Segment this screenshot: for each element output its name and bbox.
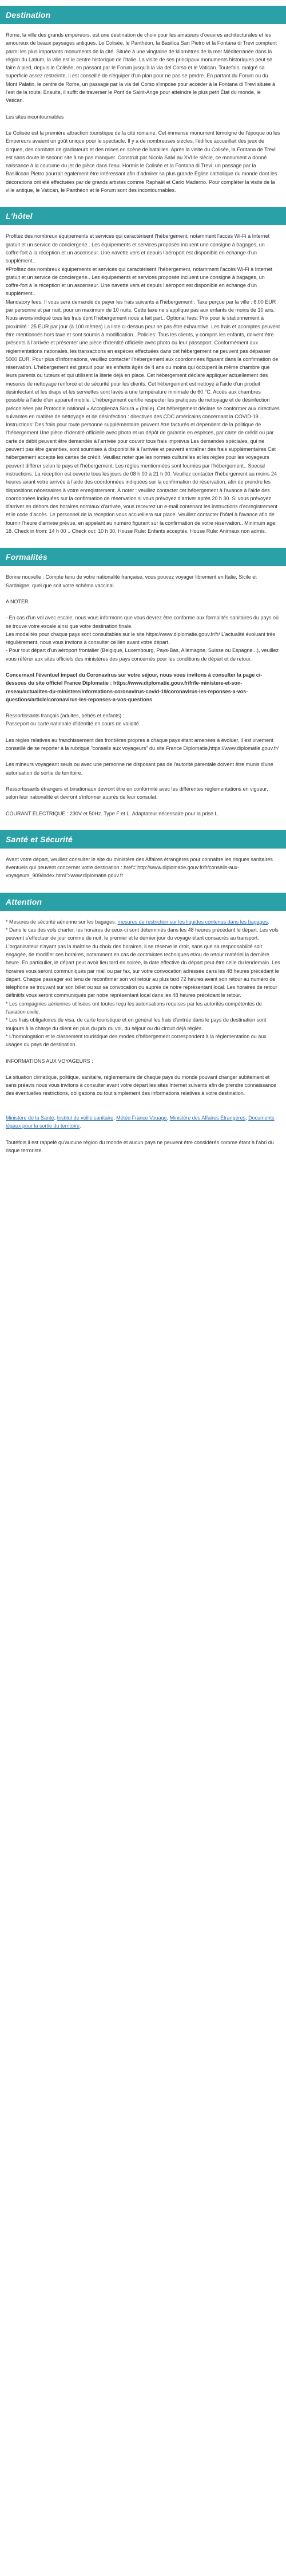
section-banner — [0, 6, 286, 24]
attention-info-heading: INFORMATIONS AUX VOYAGEURS : — [6, 1058, 93, 1064]
formalites-electric: COURANT ELECTRIQUE : 230V et 50Hz. Type F et L. Adaptateur nécessaire pour la prise L. — [6, 810, 219, 816]
attention-info-text: La situation climatique, politique, sanitaire, réglementaire de chaque pays du monde pouvant changer subitement et sans préavis nous vous invitons à consulter avant votre départ les sites Internet suivants afin de prendre connaissance des éventuelles restrictions, obligations ou tout simplement des informations relatives à votre destination. — [6, 1074, 276, 1097]
section-formalites — [0, 548, 286, 818]
section-title: Formalités — [6, 552, 47, 562]
liquids-restriction-link[interactable]: mesures de restriction sur les liquides contenus dans les bagages — [117, 918, 268, 925]
attention-text-pre: * Mesures de sécurité aérienne sur les bagages: — [6, 918, 118, 925]
section-title: L'hôtel — [6, 211, 33, 221]
section-banner — [0, 207, 286, 225]
formalites-foreigners: Ressortissants étrangers et binationaux devront être en conformité avec les différentes réglementations en vigueur, selon leur nationalité et devront s'informer auprès de leur consulat. — [6, 786, 268, 800]
formalites-good-news: Bonne nouvelle : Compte tenu de votre nationalité française, vous pouvez voyager librement en Italie, Sicile et Sardaigne, quel que soit votre schéma vaccinal. — [6, 574, 257, 588]
formalites-minors: Les mineurs voyageant seuls ou avec une personne ne disposant pas de l'autorité parentale doivent être munis d'une autorisation de sortie de territoire. — [6, 761, 273, 776]
formalites-border-rules: Les règles relatives au franchissement des frontières propres à chaque pays étant amenées à évoluer, il est vivement conseillé de se reporter à la rubrique "conseils aux voyageurs" du site France Diplomatie,https://www.diplomatie.gouv.fr/ — [6, 737, 279, 752]
attention-links: Ministère de la Santé, Institut de veille sanitaire, Météo France Vouage, Ministère des Affaires Étrangères, Documents légaux pour la sortie du territoire. — [6, 1114, 275, 1129]
attention-text-post: . * Dans le cas des vols charter, les horaires de ceux-ci sont déterminés dans les 48 heures précédant le départ. Les vols peuvent s'effectuer de jour comme de nuit, le premier et le dernier jour du voyage étant consacrés au transport. L'organisateur n'ayant pas la maîtrise du choix des horaires, il se réserve le droit, sans que sa responsabilité soit engagée, de modifier ces horaires, notamment en cas de contraintes techniques et/ou de retour matériel la dernière heure. En particulier, le départ peut avoir lieu tard en soirée, la date effective du départ peut être celle du lendemain. Les horaires vous seront communiqués par mail ou par fax, sur votre convocation adressée dans les 48 heures précédant le départ. Chaque passager est tenu de reconfirmer son vol retour au plus tard 72 heures avant son retour au numéro de téléphone se trouvant sur son billet ou sur sa convocation ou auprès de notre représentant local. Les horaires de retour définitifs vous seront communiqués par notre représentant local dans les 48 heures précédant le retour. * Les compagnies aériennes utilisées ont toutes reçu les autorisations requises par les autorités compétentes de l'aviation civile. * Les frais obligatoires de visa, de carte touristique et en général les frais d'entrée dans le pays de destination sont toujours à la charge du client en plus du prix du vol, du séjour ou du circuit déjà réglés. * L'homologation et le classement touristique des modes d'hébergement correspondent à la réglementation ou aux usages du pays de destination. — [6, 918, 280, 1048]
destination-subheading: Les sites incontournables — [6, 113, 64, 120]
attention-terror-note: Toutefois il est rappelé qu'aucune région du monde et aucun pays ne peuvent être considérés comme étant à l'abri du risque terroriste. — [6, 1139, 274, 1153]
section-banner — [0, 893, 286, 911]
section-hotel — [0, 207, 286, 535]
hotel-description: Profitez des nombreux équipements et services qui caractérisent l'hébergement, notamment l'accès Wi-Fi à Internet gratuit et un service de conciergerie.. Les équipements et services proposés incluent une consigne à bagages, un coffre-fort à la réception et un ascenseur. Une navette vers et depuis l'aéroport est disponible en échange d'un supplément.. #Profitez des nombreux équipements et services qui caractérisent l'hébergement, notamment l'accès Wi-Fi à Internet gratuit et un service de conciergerie.. Les équipements et services proposés incluent une consigne à bagages, un coffre-fort à la réception et un ascenseur. Une navette vers et depuis l'aéroport est disponible en échange d'un supplément.. Mandatory fees: Il vous sera demandé de payer les frais suivants à l'hébergement : Taxe perçue par la ville : 6.00 EUR par personne et par nuit, pour un maximum de 10 nuits. Cette taxe ne s'applique pas aux enfants de moins de 10 ans. Nous avons indiqué tous les frais dont l'hébergement nous a fait part.. Optional fees: Prix pour le stationnement à proximité : 25 EUR par jour (à 100 mètres) La liste ci-dessus peut ne pas être exhaustive. Les frais et acomptes peuvent être mentionnés hors taxe et sont soumis à modification.. Policies: Tous les clients, y compris les enfants, doivent être présents à l'arrivée et présenter une pièce d'identité officielle avec photo ou leur passeport. Conformément aux réglementations nationales, les transactions en espèces effectuées dans cet hébergement ne peuvent pas dépasser 5000 EUR. Pour plus d'informations, veuillez contacter l'hébergement aux coordonnées figurant dans la confirmation de réservation. L'hébergement est gratuit pour les enfants âgés de 4 ans ou moins qui occupent la même chambre que leurs parents ou tuteurs et qui utilisent la literie déjà en place. Cet hébergement déclare appliquer actuellement des mesures de nettoyage renforcé et de sécurité pour les clients. Cet hébergement est nettoyé à l'aide d'un produit désinfectant et les draps et les serviettes sont lavés à une température minimale de 60 °C. Accès aux chambres possible à l'aide d'un appareil mobile. L'hébergement certifie respecter les pratiques de nettoyage et de désinfection préconisées par Protocole national « Accoglienza Sicura » (Italie). Cet hébergement déclare se conformer aux directives suivantes en matière de nettoyage et de désinfection : directives des CDC américains concernant la COVID-19 .. Instructions: Des frais pour toute personne supplémentaire peuvent être facturés et dépendent de la politique de l'hébergement Une pièce d'identité officielle avec photo et un dépôt de garantie en espèces, par carte de crédit ou par carte de débit peuvent être demandés à l'arrivée pour couvrir tous frais imprévus Les demandes spéciales, qui ne peuvent pas être garanties, sont soumises à disponibilité à l'arrivée et peuvent entraîner des frais supplémentaires Cet hébergement accepte les cartes de crédit. Veuillez noter que les normes culturelles et les règles pour les voyageurs peuvent différer selon le pays et l'hébergement. Les règles mentionnées sont fournies par l'hébergement.. Special instructions: La réception est ouverte tous les jours de 08 h 00 à 21 h 00. Veuillez contacter l'hébergement au moins 24 heures avant votre arrivée à l'aide des coordonnées indiquées sur la confirmation de réservation, afin de prendre les dispositions nécessaires à votre enregistrement. À noter : veuillez contacter cet hébergement à l'avance à l'aide des coordonnées indiquées sur la confirmation de réservation si vous prévoyez d'arriver après 20 h 30. Si vous prévoyez d'arriver en dehors des horaires normaux d'arrivée, vous recevrez un e-mail contenant les instructions d'enregistrement et le code d'accès. Le personnel de la réception vous accueillera sur place. Veuillez contacter l'hôtel à l'avance afin de fournir l'heure d'arrivée prévue, en appelant au numéro figurant sur la confirmation de votre réservation.. Minimum age: 18. Check in from: 14 h 00 .. Check out: 10 h 30. House Rule: Enfants acceptés. House Rule: Animaux non admis. — [6, 233, 280, 535]
link-documents-legaux[interactable]: Documents légaux pour la sortie du territoire — [6, 1114, 275, 1129]
formalites-french-nationals: Ressortissants français (adultes, bébés et enfants) : Passeport ou carte nationale d'identité en cours de validité. — [6, 713, 141, 727]
destination-intro: Rome, la ville des grands empereurs, est une destination de choix pour les amateurs d'oeuvres architecturales et les amoureux de beaux paysages antiques. Le Colisée, le Panthéon, la Basilica San Pietro et la Fontana di Trevi comptent parmi les plus importants monuments de la cité. Située à une vingtaine de kilomètres de la mer Méditerranée dans la région du Latium, la ville est le centre historique de l'Italie. La visite de ses principaux monuments historiques peut se faire à pied, depuis le Colisée, en passant par le Forum jusqu'à la via del Corso et le Vatican. Toutefois, malgré sa superficie assez restreinte, il est conseillé de s'équiper d'un plan pour ne pas se perdre. En partant du Forum ou du Mont Palatin, le centre de Rome, un passage par la via del Corso s'impose pour accéder à la Fontana di Trevi située à l'est de la route. Ensuite, il suffit de traverser le Pont de Saint-Ange pour atteindre le plus petit État du monde, le Vatican. — [6, 32, 277, 104]
formalites-note: - En cas d'un vol avec escale, nous vous informons que vous devrez être conforme aux formalités sanitaires du pays où se trouve votre escale ainsi que votre destination finale. Les modalités pour chaque pays sont consultables sur le site https://www.diplomatie.gouv.fr/fr/ L'actualité évoluant très régulièrement, nous vous invitons à consulter ce lien avant votre départ. - Pour tout départ d'un aéroport frontalier (Belgique, Luxembourg, Pays-Bas, Allemagne, Suisse ou Espagne...), veuillez vous référer aux sites officiels des ministères des pays concernés pour les conditions de départ et de retour. — [6, 615, 279, 662]
link-meteo-france[interactable]: Météo France Vouage — [116, 1114, 167, 1121]
sante-text: Avant votre départ, veuillez consulter le site du ministère des Affaires étrangères pour connaître les risques sanitaires éventuels qui peuvent concerner votre destination : href="http://www.diplomatie.gouv.fr/fr/conseils-aux-voyageurs_909/index.html">www.diplomatie.gouv.fr — [6, 856, 273, 879]
section-sante — [0, 830, 286, 880]
link-affaires-etrangeres[interactable]: Ministère des Affaires Étrangères — [169, 1114, 246, 1121]
section-attention — [0, 893, 286, 1172]
section-banner — [0, 830, 286, 849]
attention-text — [6, 918, 280, 1049]
section-destination — [0, 6, 286, 194]
page — [0, 0, 286, 1172]
section-title: Santé et Sécurité — [6, 834, 73, 844]
destination-sites: Le Colisée est la première attraction touristique de la cité romaine. Cet immense monument témoigne de l'époque où les Empereurs avaient un goût unique pour le spectacle. Il y a de nombreuses siècles, l'édifice accueillait des jeux de cirques, des combats de gladiateurs et des mises en scène de batailles. Après la visite du Colisée, la Fontana de Trevi est sans doute le second site à ne pas manquer. Construit par Nicola Salvi au XVIIIe siècle, ce monument a donné naissance à la coutume du jet de pièce dans l'eau. Hormis le Colisée et la Fontana di Trevi, un passage par la Basilicoan Pietro pourrait également être intéressant afin d'admirer sa plus grande Église catholique du monde dont les décorations ont été effectuées par de grands artistes comme Raphaël et Carlo Maderno. Pour compléter la visite de la ville antique, le Vatican, le Panthéon et le Forum sont des incontournables. — [6, 129, 280, 194]
formalites-note-heading: A NOTER — [6, 598, 29, 604]
formalites-coronavirus: Concernant l'éventuel impact du Coronavirus sur votre séjour, nous vous invitons à consulter la page ci-dessous du site officiel France Diplomatie : https://www.diplomatie.gouv.fr/fr/le-ministere-et-son-reseau/actualites-du-ministere/informations-coronavirus-covid-19/coronavirus-les-reponses-a-vos-questions/article/coronavirus-les-reponses-a-vos-questions — [6, 672, 263, 702]
section-title: Attention — [6, 897, 42, 906]
link-veille-sanitaire[interactable]: Institut de veille sanitaire — [57, 1114, 114, 1121]
section-title: Destination — [6, 10, 51, 19]
link-ministere-sante[interactable]: Ministère de la Santé — [6, 1114, 54, 1121]
section-banner — [0, 548, 286, 566]
